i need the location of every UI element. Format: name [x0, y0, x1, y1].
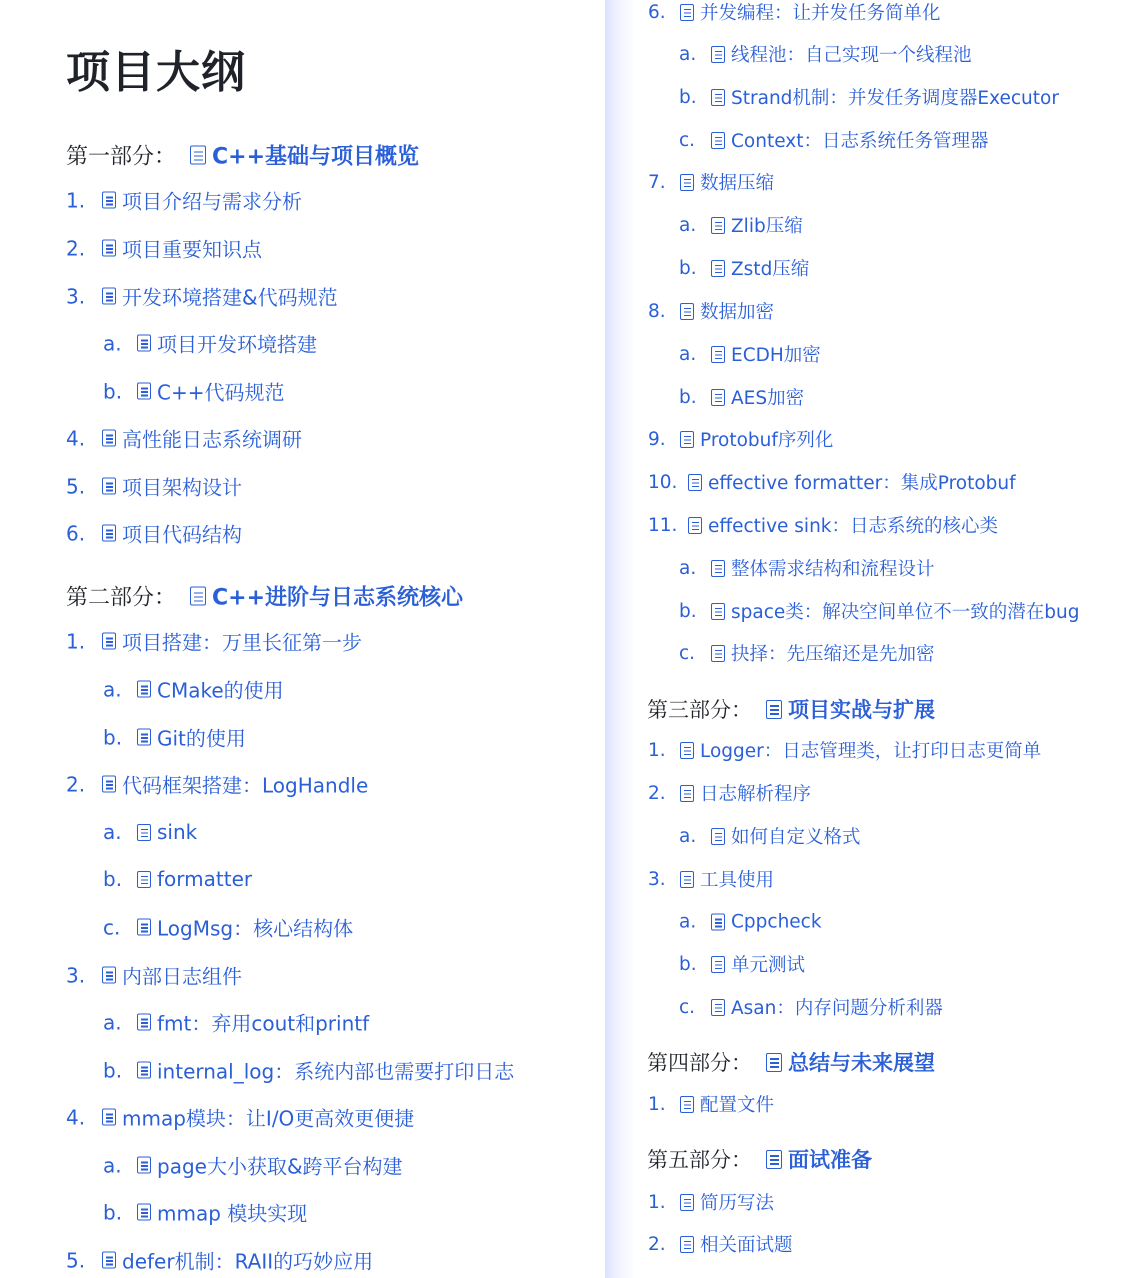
item-number: 6.	[66, 521, 86, 545]
outline-subitem[interactable]	[679, 555, 935, 581]
document-icon	[680, 1194, 694, 1211]
outline-item[interactable]	[66, 1103, 414, 1132]
item-number: a.	[103, 820, 122, 844]
section-heading	[647, 1047, 935, 1077]
item-link[interactable]: 数据压缩	[700, 173, 775, 194]
document-icon	[711, 560, 725, 577]
item-link[interactable]: ECDH加密	[731, 345, 821, 366]
document-icon	[190, 587, 206, 606]
document-icon	[102, 1252, 116, 1269]
item-number: 5.	[66, 474, 86, 498]
outline-subitem[interactable]	[103, 820, 197, 844]
document-icon	[137, 871, 151, 888]
document-icon	[137, 1157, 151, 1174]
item-link[interactable]: formatter	[157, 867, 253, 891]
item-link[interactable]: 配置文件	[700, 1095, 775, 1116]
item-link[interactable]: Protobuf序列化	[700, 430, 834, 451]
document-icon	[137, 1204, 151, 1221]
section-heading	[647, 1144, 872, 1174]
item-link[interactable]: 线程池：自己实现一个线程池	[731, 45, 972, 66]
document-icon	[711, 217, 725, 234]
outline-subitem[interactable]	[679, 951, 805, 977]
item-number: 2.	[648, 782, 666, 804]
item-number: b.	[103, 1058, 123, 1082]
item-link[interactable]: C++代码规范	[157, 380, 285, 405]
item-link[interactable]: 项目代码结构	[122, 522, 242, 547]
document-icon	[711, 346, 725, 363]
item-link[interactable]: sink	[157, 820, 198, 844]
document-icon	[711, 260, 725, 277]
outline-subitem[interactable]	[679, 84, 1059, 110]
item-number: a.	[679, 43, 697, 65]
section-link[interactable]: C++进阶与日志系统核心	[212, 585, 464, 611]
document-icon	[711, 914, 725, 931]
outline-subitem[interactable]	[103, 913, 353, 942]
item-link[interactable]: 项目重要知识点	[122, 237, 262, 262]
outline-subitem[interactable]	[679, 212, 803, 238]
item-number: a.	[103, 331, 122, 355]
item-number: 1.	[648, 1191, 666, 1213]
item-number: a.	[679, 214, 697, 236]
document-icon	[102, 633, 116, 650]
outline-item[interactable]	[66, 961, 242, 990]
outline-item[interactable]	[648, 1189, 774, 1215]
document-icon	[766, 1053, 782, 1072]
item-number: b.	[103, 379, 123, 403]
item-link[interactable]: 单元测试	[731, 955, 806, 976]
item-link[interactable]: 简历写法	[700, 1193, 775, 1214]
section-heading	[66, 581, 463, 612]
document-icon	[711, 46, 725, 63]
document-icon	[680, 303, 694, 320]
item-number: b.	[103, 867, 123, 891]
item-number: 10.	[648, 471, 678, 493]
document-icon	[711, 603, 725, 620]
document-icon	[102, 288, 116, 305]
outline-item[interactable]	[648, 426, 833, 452]
outline-item[interactable]	[648, 298, 774, 324]
item-number: c.	[679, 996, 696, 1018]
outline-item[interactable]	[66, 1246, 373, 1275]
item-link[interactable]: 相关面试题	[700, 1235, 793, 1256]
outline-item[interactable]	[648, 512, 998, 538]
document-icon	[711, 389, 725, 406]
document-icon	[711, 89, 725, 106]
outline-item[interactable]	[648, 1231, 793, 1257]
item-number: b.	[679, 257, 697, 279]
document-icon	[137, 824, 151, 841]
document-icon	[190, 146, 206, 165]
item-link[interactable]: 抉择：先压缩还是先加密	[731, 644, 935, 665]
item-number: 8.	[648, 300, 666, 322]
item-link[interactable]: mmap模块：让I/O更高效更便捷	[122, 1106, 415, 1131]
outline-subitem[interactable]	[679, 598, 1079, 624]
outline-subitem[interactable]	[679, 823, 861, 849]
outline-subitem[interactable]	[103, 675, 284, 704]
item-number: c.	[679, 129, 696, 151]
item-link[interactable]: Context：日志系统任务管理器	[731, 131, 989, 152]
outline-subitem[interactable]	[103, 1198, 307, 1227]
item-link[interactable]: Logger：日志管理类，让打印日志更简单	[700, 741, 1042, 762]
item-number: 6.	[648, 1, 666, 23]
section-heading	[66, 140, 419, 171]
item-link[interactable]: 整体需求结构和流程设计	[731, 559, 935, 580]
item-number: 4.	[66, 426, 86, 450]
outline-item[interactable]	[648, 737, 1041, 763]
section-label: 第四部分：	[647, 1051, 752, 1075]
item-link[interactable]: Asan：内存问题分析利器	[731, 998, 943, 1019]
outline-subitem[interactable]	[679, 127, 988, 153]
document-icon	[137, 919, 151, 936]
item-link[interactable]: mmap 模块实现	[157, 1201, 308, 1226]
document-icon	[137, 1014, 151, 1031]
item-number: b.	[103, 1200, 123, 1224]
item-number: 11.	[648, 514, 678, 536]
item-link[interactable]: 内部日志组件	[122, 964, 242, 989]
item-number: a.	[679, 911, 697, 933]
document-icon	[680, 4, 694, 21]
section-link[interactable]: 总结与未来展望	[788, 1051, 935, 1075]
item-link[interactable]: Cppcheck	[731, 911, 822, 933]
item-link[interactable]: space类：解决空间单位不一致的潜在bug	[731, 602, 1080, 623]
outline-item[interactable]	[66, 472, 242, 501]
document-icon	[711, 645, 725, 662]
item-number: 1.	[66, 629, 86, 653]
outline-item[interactable]	[66, 770, 368, 799]
outline-subitem[interactable]	[679, 640, 935, 666]
item-number: 9.	[648, 428, 666, 450]
document-icon	[102, 776, 116, 793]
item-link[interactable]: CMake的使用	[157, 678, 284, 703]
outline-item[interactable]	[648, 469, 1016, 495]
section-link[interactable]: 面试准备	[788, 1148, 872, 1172]
item-number: c.	[103, 915, 121, 939]
item-number: a.	[103, 1010, 122, 1034]
item-link[interactable]: 数据加密	[700, 302, 775, 323]
item-link[interactable]: 项目架构设计	[122, 475, 242, 500]
item-link[interactable]: page大小获取&跨平台构建	[157, 1154, 403, 1179]
outline-subitem[interactable]	[679, 384, 804, 410]
section-link[interactable]: 项目实战与扩展	[788, 698, 935, 722]
item-number: 3.	[66, 284, 86, 308]
item-link[interactable]: effective sink：日志系统的核心类	[708, 516, 999, 537]
item-number: a.	[679, 343, 697, 365]
item-number: 3.	[66, 963, 86, 987]
document-icon	[680, 785, 694, 802]
item-link[interactable]: internal_log：系统内部也需要打印日志	[157, 1059, 515, 1084]
outline-subitem[interactable]	[103, 1151, 403, 1180]
outline-subitem[interactable]	[679, 41, 972, 67]
outline-item[interactable]	[648, 1091, 774, 1117]
document-icon	[102, 967, 116, 984]
section-link[interactable]: C++基础与项目概览	[212, 144, 420, 170]
document-icon	[137, 681, 151, 698]
document-icon	[102, 240, 116, 257]
item-number: 4.	[66, 1105, 86, 1129]
item-number: 1.	[66, 188, 86, 212]
item-link[interactable]: 项目开发环境搭建	[157, 332, 317, 357]
outline-item[interactable]	[66, 282, 338, 311]
document-icon	[711, 956, 725, 973]
outline-item[interactable]	[648, 866, 774, 892]
document-icon	[680, 1096, 694, 1113]
item-link[interactable]: defer机制：RAII的巧妙应用	[122, 1249, 374, 1274]
document-icon	[102, 192, 116, 209]
item-link[interactable]: Zstd压缩	[731, 259, 810, 280]
section-label: 第一部分：	[66, 144, 177, 170]
outline-item[interactable]	[648, 169, 774, 195]
item-link[interactable]: 开发环境搭建&代码规范	[122, 285, 338, 310]
document-icon	[680, 742, 694, 759]
section-label: 第五部分：	[647, 1148, 752, 1172]
document-icon	[680, 871, 694, 888]
item-link[interactable]: Strand机制：并发任务调度器Executor	[731, 88, 1059, 109]
item-link[interactable]: 日志解析程序	[700, 784, 812, 805]
right-column	[612, 0, 1134, 1278]
document-icon	[680, 1236, 694, 1253]
item-number: c.	[679, 642, 696, 664]
item-link[interactable]: AES加密	[731, 388, 805, 409]
item-link[interactable]: 并发编程：让并发任务简单化	[700, 3, 941, 24]
item-number: b.	[103, 725, 123, 749]
document-icon	[680, 174, 694, 191]
document-icon	[137, 383, 151, 400]
outline-subitem[interactable]	[679, 341, 821, 367]
document-icon	[680, 431, 694, 448]
item-number: 2.	[66, 236, 86, 260]
section-heading	[647, 694, 935, 724]
item-link[interactable]: fmt：弃用cout和printf	[157, 1011, 370, 1036]
document-icon	[688, 474, 702, 491]
item-link[interactable]: effective formatter：集成Protobuf	[708, 473, 1016, 494]
item-number: 1.	[648, 739, 666, 761]
page-title: 项目大纲	[66, 47, 246, 98]
item-link[interactable]: Git的使用	[157, 726, 246, 751]
document-icon	[711, 999, 725, 1016]
item-number: b.	[679, 86, 697, 108]
item-number: a.	[679, 825, 697, 847]
item-number: b.	[679, 386, 697, 408]
item-link[interactable]: Zlib压缩	[731, 216, 803, 237]
item-number: 5.	[66, 1248, 86, 1272]
item-number: 7.	[648, 171, 666, 193]
item-number: 1.	[648, 1093, 666, 1115]
item-number: 2.	[648, 1233, 666, 1255]
document-icon	[137, 335, 151, 352]
outline-subitem[interactable]	[103, 1008, 369, 1037]
document-icon	[766, 700, 782, 719]
item-link[interactable]: 代码框架搭建：LogHandle	[122, 773, 369, 798]
outline-subitem[interactable]	[679, 912, 822, 933]
outline-item[interactable]	[66, 424, 302, 453]
document-icon	[102, 430, 116, 447]
outline-item[interactable]	[66, 519, 242, 548]
outline-subitem[interactable]	[103, 1056, 514, 1085]
document-icon	[711, 132, 725, 149]
document-icon	[102, 478, 116, 495]
outline-subitem[interactable]	[103, 723, 246, 752]
item-number: a.	[103, 1153, 122, 1177]
outline-item[interactable]	[66, 234, 262, 263]
outline-item[interactable]	[66, 186, 302, 215]
document-icon	[102, 1109, 116, 1126]
item-number: 2.	[66, 772, 86, 796]
item-link[interactable]: LogMsg：核心结构体	[157, 916, 354, 941]
document-icon	[711, 828, 725, 845]
item-link[interactable]: 如何自定义格式	[731, 827, 861, 848]
document-icon	[102, 525, 116, 542]
item-number: b.	[679, 600, 697, 622]
item-number: 3.	[648, 868, 666, 890]
section-label: 第二部分：	[66, 585, 177, 611]
outline-subitem[interactable]	[679, 255, 809, 281]
document-icon	[766, 1150, 782, 1169]
item-link[interactable]: 工具使用	[700, 870, 775, 891]
outline-item[interactable]	[66, 627, 362, 656]
item-link[interactable]: 高性能日志系统调研	[122, 427, 302, 452]
section-label: 第三部分：	[647, 698, 752, 722]
item-number: b.	[679, 953, 697, 975]
outline-subitem[interactable]	[103, 867, 252, 891]
outline-item[interactable]	[648, 0, 941, 25]
outline-item[interactable]	[648, 780, 811, 806]
outline-subitem[interactable]	[103, 329, 317, 358]
item-link[interactable]: 项目介绍与需求分析	[122, 189, 302, 214]
outline-subitem[interactable]	[679, 994, 943, 1020]
item-number: a.	[679, 557, 697, 579]
document-icon	[137, 1062, 151, 1079]
outline-subitem[interactable]	[103, 377, 284, 406]
item-number: a.	[103, 677, 122, 701]
document-icon	[688, 517, 702, 534]
item-link[interactable]: 项目搭建：万里长征第一步	[122, 630, 362, 655]
document-icon	[137, 729, 151, 746]
